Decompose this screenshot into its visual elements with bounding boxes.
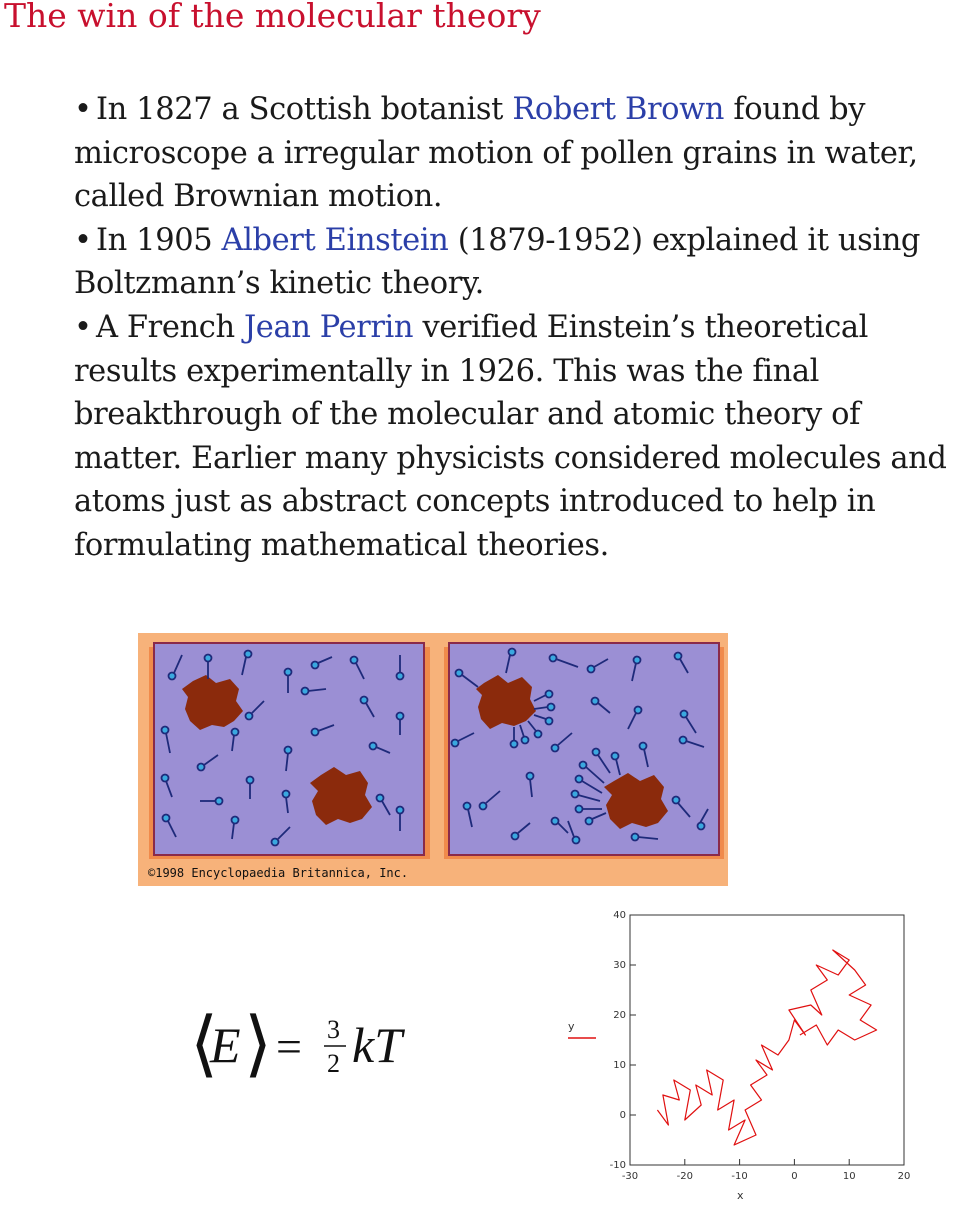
formula-kt: kT [352, 1017, 402, 1073]
y-tick-label: 40 [613, 910, 626, 921]
bullet-2-after: (1879-1952) explained it using Boltzmann’s kinetic theory. [74, 222, 921, 302]
y-tick-label: 0 [619, 1110, 626, 1121]
y-tick-label: 30 [613, 960, 626, 971]
bullet-2-before: In 1905 [96, 222, 222, 258]
bullet-2 [74, 219, 960, 306]
bullet-3-before: A French [96, 309, 244, 345]
y-tick-label: 10 [613, 1060, 626, 1071]
bullet-1 [74, 88, 960, 219]
formula-equals: = [276, 1021, 302, 1072]
random-walk-plot [560, 905, 930, 1205]
brownian-illustration [138, 633, 728, 886]
bullet-3 [74, 306, 960, 568]
x-tick-label: -20 [676, 1171, 693, 1182]
bullet-marker: • [74, 222, 92, 258]
slide-title: The win of the molecular theory [4, 0, 541, 35]
bullet-3-after: verified Einstein’s theoretical results experimentally in 1926. This was the final breakthrough of the molecular and atomic theory of matter. Earlier many physicists considered molecules and atoms just as abstract concepts introduced to help in formulating mathematical theories. [74, 309, 947, 563]
x-tick-label: 10 [842, 1171, 856, 1182]
x-tick-label: -30 [621, 1171, 639, 1182]
x-tick-label: -10 [731, 1171, 748, 1182]
bullet-marker: • [74, 309, 92, 345]
name-jean-perrin: Jean Perrin [243, 309, 414, 345]
x-axis-label: x [737, 1189, 744, 1202]
illustration-credit: ©1998 Encyclopaedia Britannica, Inc. [148, 866, 409, 880]
right-panel [449, 643, 719, 855]
y-tick-label: -10 [609, 1160, 626, 1171]
name-robert-brown: Robert Brown [512, 92, 725, 127]
y-tick-label: 20 [613, 1010, 626, 1021]
pollen-grain [604, 773, 668, 829]
bullet-list [74, 88, 960, 568]
formula-denominator: 2 [327, 1049, 340, 1078]
formula-left-bracket: ⟨ [190, 1004, 219, 1084]
x-tick-label: 20 [897, 1171, 911, 1182]
random-walk-path [657, 950, 876, 1145]
plot-frame [630, 915, 904, 1165]
bullet-marker: • [74, 92, 92, 127]
y-axis-label: y [568, 1020, 575, 1033]
energy-formula [190, 1004, 430, 1084]
formula-right-bracket: ⟩ [244, 1004, 273, 1084]
formula-numerator: 3 [327, 1015, 340, 1044]
name-albert-einstein: Albert Einstein [221, 222, 449, 258]
bullet-1-before: In 1827 a Scottish botanist [96, 92, 513, 127]
bullet-1-after: found by microscope a irregular motion of pollen grains in water, called Brownian motion. [74, 92, 918, 215]
formula-variable: E [210, 1017, 241, 1073]
x-tick-label: 0 [791, 1171, 798, 1182]
